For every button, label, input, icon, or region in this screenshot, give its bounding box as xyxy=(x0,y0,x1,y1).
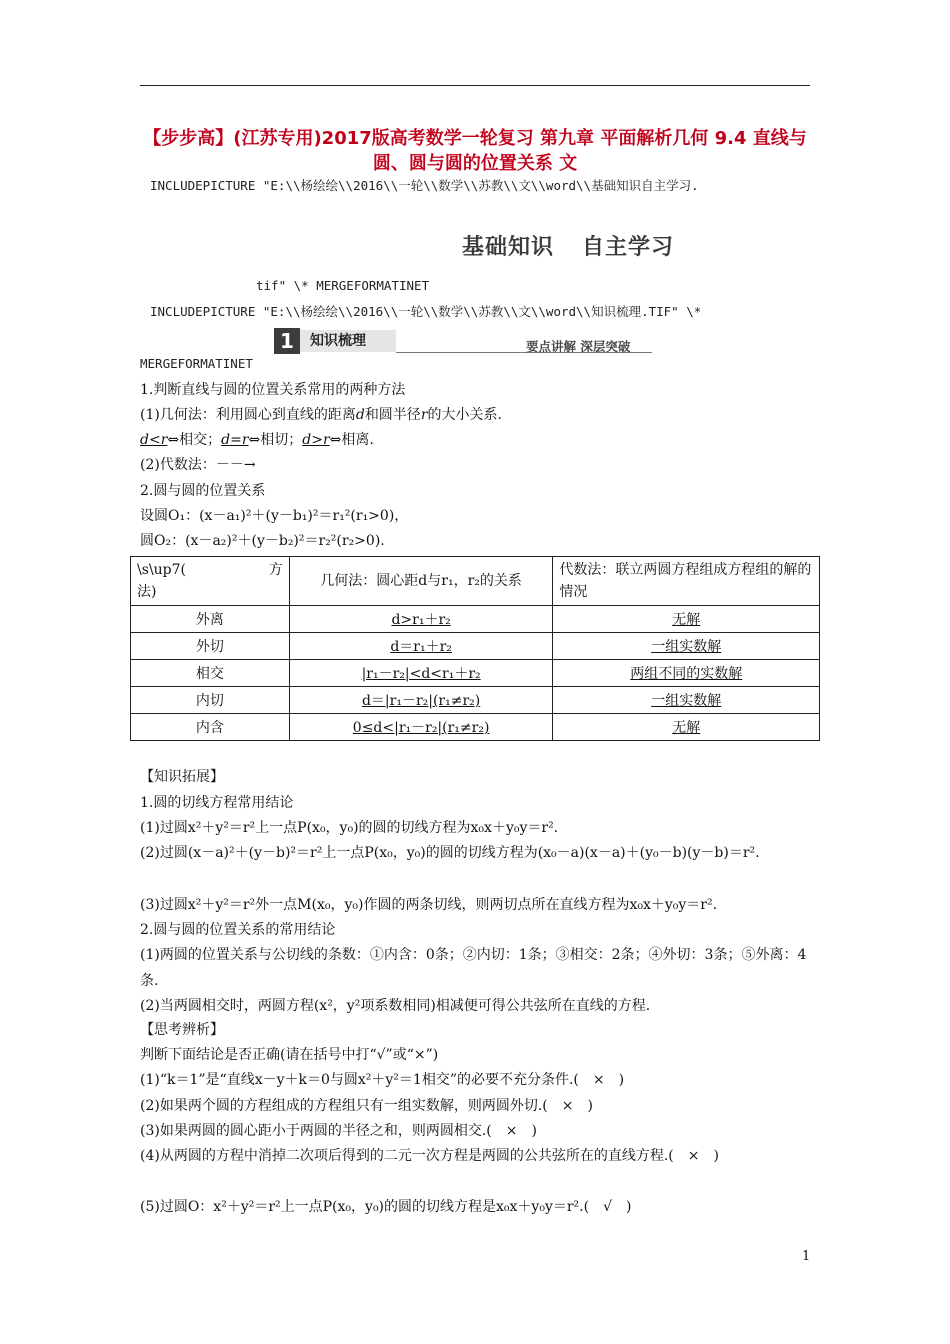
table-row: 内含 0≤d<|r₁－r₂|(r₁≠r₂) 无解 xyxy=(131,714,820,741)
header-cell-algebra: 代数法：联立两圆方程组成方程组的解的情况 xyxy=(553,557,820,606)
think-q5: (5)过圆O：x²＋y²＝r²上一点P(x₀，y₀)的圆的切线方程是x₀x＋y₀y＝r².( √ ) xyxy=(140,1199,632,1215)
header-cell-geometry: 几何法：圆心距d与r₁，r₂的关系 xyxy=(289,557,553,606)
bar-sublabel: 要点讲解 深层突破 xyxy=(526,339,631,354)
sec1-method1: (1)几何法：利用圆心到直线的距离d和圆半径r的大小关系. xyxy=(140,407,502,423)
knowledge-bar xyxy=(274,328,652,354)
header-cell-method: \s\up7( 方 法) xyxy=(131,557,290,606)
sec1-method2: (2)代数法：－－→ xyxy=(140,457,256,473)
sec1-heading: 1.判断直线与圆的位置关系常用的两种方法 xyxy=(140,382,406,398)
expand-line5: (2)当两圆相交时，两圆方程(x²，y²项系数相同)相减便可得公共弦所在直线的方程. xyxy=(140,998,651,1014)
table-row: 外离 d>r₁＋r₂ 无解 xyxy=(131,606,820,633)
bar-label: 知识梳理 xyxy=(300,330,396,352)
think-q2: (2)如果两个圆的方程组成的方程组只有一组实数解，则两圆外切.( × ) xyxy=(140,1098,593,1114)
banner-part1: 基础知识 xyxy=(462,235,555,260)
field-code-1: INCLUDEPICTURE "E:\\杨绘绘\\2016\\一轮\\数学\\苏教\\文\\word\\基础知识自主学习. xyxy=(150,178,699,193)
table-row: 相交 |r₁－r₂|<d<r₁＋r₂ 两组不同的实数解 xyxy=(131,660,820,687)
sec2-circle1: 设圆O₁：(x－a₁)²＋(y－b₁)²＝r₁²(r₁>0)， xyxy=(140,508,409,524)
top-rule xyxy=(140,85,810,86)
table-header-row xyxy=(131,557,820,606)
expand-line4: (1)两圆的位置关系与公切线的条数：①内含：0条；②内切：1条；③相交：2条；④外切：3条；⑤外离：4条. xyxy=(140,947,807,989)
expand-sub2: 2.圆与圆的位置关系的常用结论 xyxy=(140,922,336,938)
expand-line1: (1)过圆x²＋y²＝r²上一点P(x₀，y₀)的圆的切线方程为x₀x＋y₀y＝r². xyxy=(140,820,559,836)
relation-table xyxy=(130,556,820,741)
think-q3: (3)如果两圆的圆心距小于两圆的半径之和，则两圆相交.( × ) xyxy=(140,1123,537,1139)
expand-sub1: 1.圆的切线方程常用结论 xyxy=(140,795,294,811)
section-banner xyxy=(462,230,702,261)
banner-part2: 自主学习 xyxy=(582,235,675,260)
table-row: 内切 d＝|r₁－r₂|(r₁≠r₂) 一组实数解 xyxy=(131,687,820,714)
field-code-1-tail: tif" \* MERGEFORMATINET xyxy=(256,278,430,293)
think-q4: (4)从两圆的方程中消掉二次项后得到的二元一次方程是两圆的公共弦所在的直线方程.( × ) xyxy=(140,1148,719,1164)
think-q1: (1)“k＝1”是“直线x－y＋k＝0与圆x²＋y²＝1相交”的必要不充分条件.( × ) xyxy=(140,1072,625,1088)
field-code-2: INCLUDEPICTURE "E:\\杨绘绘\\2016\\一轮\\数学\\苏教\\文\\word\\知识梳理.TIF" \* xyxy=(150,304,702,319)
sec2-heading: 2.圆与圆的位置关系 xyxy=(140,483,266,499)
table-row: 外切 d＝r₁＋r₂ 一组实数解 xyxy=(131,633,820,660)
bar-number: 1 xyxy=(274,328,300,354)
think-intro: 判断下面结论是否正确(请在括号中打“√”或“×”) xyxy=(140,1047,439,1063)
sec1-conditions: d<r⇔相交；d=r⇔相切；d>r⇔相离. xyxy=(140,432,374,448)
think-heading: 【思考辨析】 xyxy=(140,1022,224,1038)
expand-line2: (2)过圆(x－a)²＋(y－b)²＝r²上一点P(x₀，y₀)的圆的切线方程为(x₀－a)(x－a)＋(y₀－b)(y－b)＝r². xyxy=(140,845,760,861)
expand-line3: (3)过圆x²＋y²＝r²外一点M(x₀，y₀)作圆的两条切线，则两切点所在直线方程为x₀x＋y₀y＝r². xyxy=(140,897,718,913)
expand-heading: 【知识拓展】 xyxy=(140,769,224,785)
page-number: 1 xyxy=(802,1249,811,1264)
document-title: 【步步高】(江苏专用)2017版高考数学一轮复习 第九章 平面解析几何 9.4 直线与圆、圆与圆的位置关系 文 xyxy=(143,128,807,174)
sec2-circle2: 圆O₂：(x－a₂)²＋(y－b₂)²＝r₂²(r₂>0). xyxy=(140,533,385,549)
field-code-2-tail: MERGEFORMATINET xyxy=(140,356,253,371)
